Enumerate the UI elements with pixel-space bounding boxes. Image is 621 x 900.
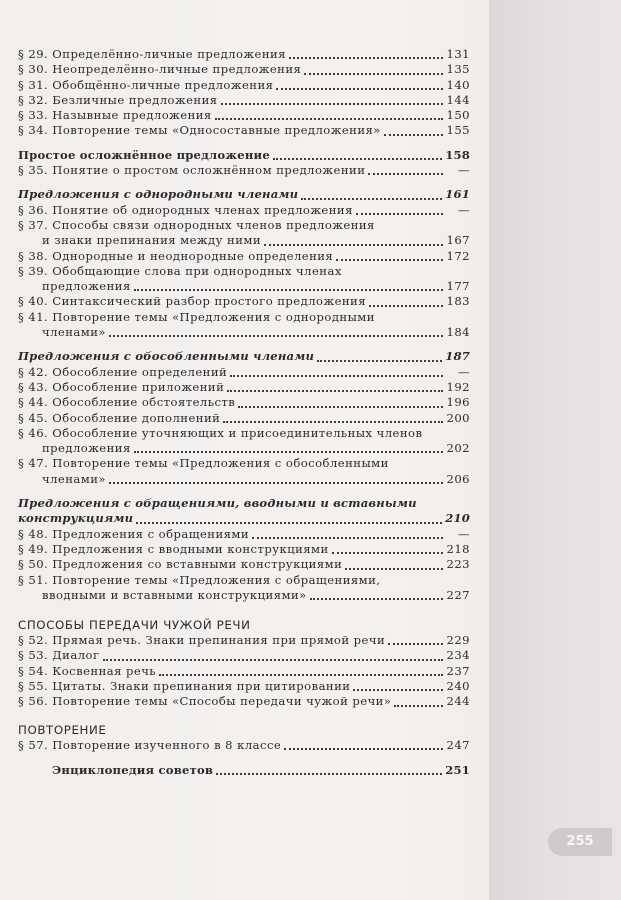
toc-entry-label: § 38. Однородные и неоднородные определения: [18, 248, 334, 263]
toc-leader: [134, 289, 443, 291]
toc-page: 150: [446, 108, 470, 123]
toc-page: 144: [446, 92, 470, 107]
toc-entry-37[interactable]: [18, 218, 470, 249]
toc-section-homogeneous[interactable]: [18, 187, 470, 202]
toc-page: 158: [445, 147, 470, 162]
toc-section-title: Предложения с обращениями, вводными и вставными: [18, 496, 417, 511]
toc-entry-49[interactable]: [18, 542, 470, 557]
toc-leader: [136, 522, 442, 524]
toc-section-title: Предложения с однородными членами: [18, 187, 299, 202]
toc-leader: [284, 748, 443, 750]
toc-entry-label-cont: членами»: [42, 471, 106, 486]
toc-entry-label: § 45. Обособление дополнений: [18, 410, 221, 425]
toc-leader: [317, 360, 442, 362]
toc-section-speech[interactable]: [18, 617, 470, 633]
toc-leader: [264, 244, 443, 246]
toc-leader: [332, 552, 443, 554]
toc-entry-label-cont: и знаки препинания между ними: [42, 233, 262, 248]
toc-entry-42[interactable]: [18, 365, 470, 380]
toc-page: 140: [446, 77, 470, 92]
toc-entry-label: § 51. Повторение темы «Предложения с обращениями,: [18, 572, 381, 587]
toc-page: 202: [446, 441, 470, 456]
toc-page: 177: [446, 279, 470, 294]
toc-entry-label: § 48. Предложения с обращениями: [18, 526, 250, 541]
toc-entry-57[interactable]: [18, 738, 470, 753]
toc-page: 210: [445, 511, 470, 526]
toc-entry-label: § 43. Обособление приложений: [18, 379, 225, 394]
toc-entry-35[interactable]: [18, 163, 470, 178]
toc-entry-label: § 31. Обобщённо-личные предложения: [18, 77, 274, 92]
toc-leader: [276, 88, 443, 90]
toc-entry-31[interactable]: [18, 78, 470, 93]
toc-entry-39[interactable]: [18, 264, 470, 295]
toc-leader: [227, 390, 443, 392]
toc-entry-30[interactable]: [18, 62, 470, 77]
toc-entry-label: § 41. Повторение темы «Предложения с однородными: [18, 309, 375, 324]
toc-entry-41[interactable]: [18, 310, 470, 341]
toc-entry-56[interactable]: [18, 694, 470, 709]
toc-entry-label: § 55. Цитаты. Знаки препинания при цитировании: [18, 678, 351, 693]
toc-leader: [216, 773, 442, 775]
toc-entry-label: § 34. Повторение темы «Односоставные предложения»: [18, 123, 381, 138]
toc-section-title: СПОСОБЫ ПЕРЕДАЧИ ЧУЖОЙ РЕЧИ: [18, 618, 251, 633]
toc-leader: [289, 57, 443, 59]
toc-entry-52[interactable]: [18, 633, 470, 648]
toc-page: 251: [445, 762, 470, 777]
toc-entry-label: § 50. Предложения со вставными конструкциями: [18, 557, 343, 572]
toc-page: 237: [446, 663, 470, 678]
toc-leader: [368, 173, 443, 175]
toc-entry-32[interactable]: [18, 93, 470, 108]
toc-leader: [384, 134, 443, 136]
page-number: 255: [548, 828, 612, 856]
toc-entry-label: § 57. Повторение изученного в 8 классе: [18, 737, 282, 752]
toc-page: 200: [446, 410, 470, 425]
toc-page: 155: [446, 123, 470, 138]
toc-leader: [356, 213, 443, 215]
toc-entry-51[interactable]: [18, 573, 470, 604]
toc-entry-55[interactable]: [18, 679, 470, 694]
toc-page: 131: [446, 47, 470, 61]
toc-page: 161: [445, 187, 470, 202]
toc-entry-44[interactable]: [18, 395, 470, 410]
toc-entry-label: § 29. Определённо-личные предложения: [18, 47, 286, 61]
toc-leader: [223, 421, 443, 423]
toc-leader: [252, 537, 443, 539]
toc-page: —: [457, 163, 470, 178]
toc-page: 184: [446, 325, 470, 340]
toc-entry-label: § 54. Косвенная речь: [18, 663, 157, 678]
toc-page: 167: [446, 233, 470, 248]
toc-entry-47[interactable]: [18, 456, 470, 487]
toc-entry-48[interactable]: [18, 527, 470, 542]
toc-page: 135: [446, 62, 470, 77]
toc-entry-label: § 42. Обособление определений: [18, 364, 228, 379]
toc-page: —: [457, 364, 470, 379]
toc-page: 223: [446, 557, 470, 572]
toc-page: 240: [446, 678, 470, 693]
toc-entry-label: § 46. Обособление уточняющих и присоединительных членов: [18, 425, 423, 440]
toc-entry-label: § 52. Прямая речь. Знаки препинания при прямой речи: [18, 633, 386, 648]
toc-page: 244: [446, 694, 470, 709]
toc-entry-40[interactable]: [18, 294, 470, 309]
toc-entry-label-cont: предложения: [42, 279, 131, 294]
toc-section-title: Предложения с обособленными членами: [18, 349, 315, 364]
toc-page: 234: [446, 648, 470, 663]
toc-page: 172: [446, 248, 470, 263]
toc-encyclopedia[interactable]: [18, 763, 470, 778]
toc-entry-29[interactable]: [18, 47, 470, 62]
toc-entry-45[interactable]: [18, 411, 470, 426]
toc-leader: [215, 118, 443, 120]
toc-leader: [353, 689, 443, 691]
toc-leader: [304, 73, 443, 75]
toc-leader: [238, 406, 443, 408]
toc-leader: [273, 158, 442, 160]
toc-entry-label: § 32. Безличные предложения: [18, 92, 218, 107]
toc-section-title: Энциклопедия советов: [52, 762, 214, 777]
toc-entry-label: § 35. Понятие о простом осложнённом предложении: [18, 163, 366, 178]
toc-leader: [336, 259, 443, 261]
toc-page: 218: [446, 541, 470, 556]
toc-entry-53[interactable]: [18, 648, 470, 663]
page-margin: [489, 0, 621, 900]
toc-entry-46[interactable]: [18, 426, 470, 457]
toc-leader: [109, 482, 443, 484]
toc-leader: [230, 375, 443, 377]
toc-entry-label: § 30. Неопределённо-личные предложения: [18, 62, 302, 77]
toc-section-review[interactable]: [18, 722, 470, 738]
toc-page: 227: [446, 587, 470, 602]
toc-entry-50[interactable]: [18, 557, 470, 572]
toc-entry-43[interactable]: [18, 380, 470, 395]
toc-page: 192: [446, 379, 470, 394]
toc-entry-label-cont: вводными и вставными конструкциями»: [42, 587, 307, 602]
toc-page: 206: [446, 471, 470, 486]
toc-page: 247: [446, 737, 470, 752]
toc-section-title: ПОВТОРЕНИЕ: [18, 722, 107, 737]
toc-entry-label: § 36. Понятие об однородных членах предложения: [18, 202, 353, 217]
toc-section-address[interactable]: [18, 496, 470, 527]
toc-entry-label: § 47. Повторение темы «Предложения с обособленными: [18, 456, 389, 471]
toc-entry-label: § 53. Диалог: [18, 648, 100, 663]
toc-section-title: Простое осложнённое предложение: [18, 147, 270, 162]
toc-leader: [301, 198, 442, 200]
toc-section-complex[interactable]: [18, 148, 470, 163]
toc-entry-38[interactable]: [18, 249, 470, 264]
toc-leader: [388, 643, 443, 645]
toc-entry-label-cont: предложения: [42, 441, 131, 456]
toc-entry-33[interactable]: [18, 108, 470, 123]
toc-leader: [159, 674, 443, 676]
toc-entry-label: § 44. Обособление обстоятельств: [18, 395, 236, 410]
toc-leader: [134, 451, 443, 453]
toc-page: —: [457, 202, 470, 217]
toc-entry-label: § 40. Синтаксический разбор простого предложения: [18, 294, 366, 309]
toc-leader: [103, 659, 444, 661]
toc-page: 187: [445, 349, 470, 364]
toc-entry-label: § 49. Предложения с вводными конструкциями: [18, 541, 329, 556]
toc-entry-label-cont: членами»: [42, 325, 106, 340]
toc-leader: [394, 705, 443, 707]
toc-entry-34[interactable]: [18, 123, 470, 138]
toc-entry-label: § 56. Повторение темы «Способы передачи чужой речи»: [18, 694, 392, 709]
toc-page: —: [457, 526, 470, 541]
toc-section-title-cont: конструкциями: [18, 511, 134, 526]
table-of-contents: [18, 47, 470, 778]
toc-leader: [345, 568, 443, 570]
toc-leader: [109, 335, 443, 337]
toc-page: 183: [446, 294, 470, 309]
toc-entry-54[interactable]: [18, 664, 470, 679]
toc-leader: [310, 598, 443, 600]
toc-page: 196: [446, 395, 470, 410]
toc-entry-36[interactable]: [18, 203, 470, 218]
toc-leader: [369, 305, 443, 307]
toc-entry-label: § 33. Назывные предложения: [18, 108, 212, 123]
toc-section-isolated[interactable]: [18, 349, 470, 364]
toc-entry-label: § 39. Обобщающие слова при однородных членах: [18, 263, 342, 278]
toc-leader: [221, 103, 443, 105]
toc-entry-label: § 37. Способы связи однородных членов предложения: [18, 217, 375, 232]
toc-page: 229: [446, 633, 470, 648]
